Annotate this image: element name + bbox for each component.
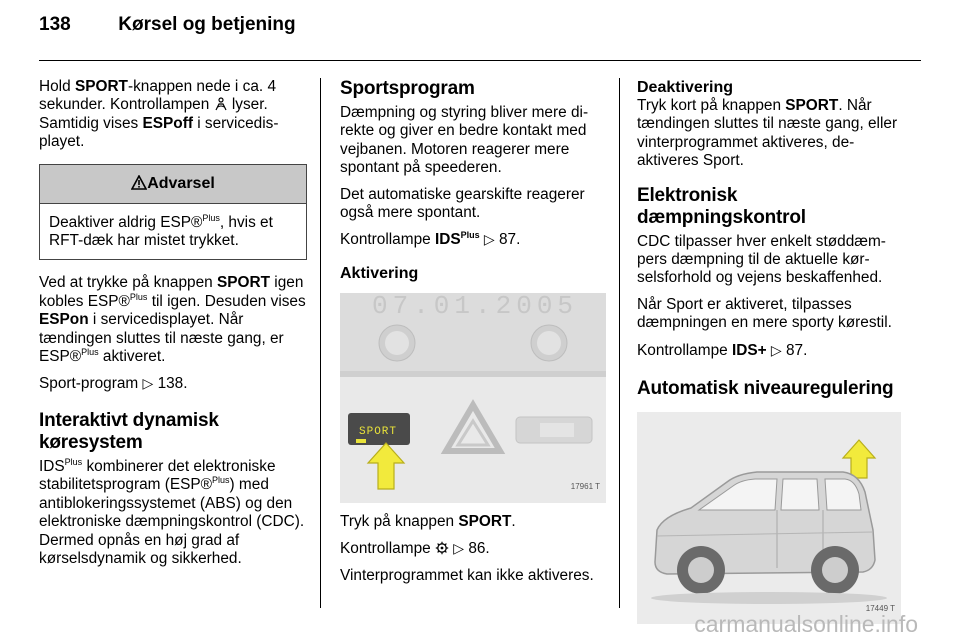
sport-program-reference (39, 374, 307, 393)
warning-header (40, 165, 306, 204)
header-rule (39, 60, 921, 61)
text: Ved at trykke på knappen (39, 274, 217, 292)
watermark: carmanualsonline.info (694, 611, 918, 637)
column-divider-2 (619, 78, 620, 608)
cdc-paragraph-2: Når Sport er aktiveret, tilpasses dæmpningen en mere sporty kørestil. (637, 295, 892, 332)
section-heading-ids: Interaktivt dynamisk køresystem (39, 409, 219, 453)
cdc-paragraph-1: CDC tilpasser hver enkelt støddæmpers dæmpning til de aktuelle kørselsforhold og vejens beskaffenhed. (637, 232, 886, 287)
sport-paragraph-2: Det automatiske gearskifte reagerer også mere spontant. (340, 185, 585, 222)
sport-label: SPORT (216, 274, 271, 292)
control-lamp-reference (340, 539, 606, 558)
text: . (511, 512, 516, 530)
text: lyser. Samtidig vises (39, 96, 268, 132)
text: . Når tændingen sluttes til næste gang, eller vinterprogrammet aktiveres, deaktiveres Sport. (637, 97, 898, 170)
text: kombinerer det elektroniske stabilitetsprogram (ESP® (39, 457, 276, 494)
car-level-figure (637, 412, 901, 624)
figure-id: 17449 T (865, 603, 895, 613)
superscript: Plus (202, 212, 220, 223)
superscript: Plus (129, 291, 148, 302)
page-ref-arrow-icon: ▷ (142, 375, 154, 392)
page-ref-arrow-icon: ▷ (453, 540, 465, 557)
text: Kontrollampe (340, 540, 435, 558)
press-sport-instruction (340, 513, 606, 531)
sport-button-label: SPORT (359, 425, 398, 438)
text: Kontrollampe (340, 231, 435, 249)
page-ref[interactable]: 138. (157, 375, 188, 393)
page-ref[interactable]: 86. (468, 540, 490, 558)
espon-label: ESPon (39, 311, 89, 329)
text: aktiveret. (98, 348, 166, 366)
column-2 (340, 78, 606, 593)
section-heading-cdc: Elektronisk dæmpningskontrol (637, 184, 806, 228)
subheading-deactivation: Deaktivering (637, 79, 734, 96)
esp-reactivate-paragraph (39, 274, 307, 366)
sport-button-figure (340, 293, 606, 503)
superscript: Plus (212, 475, 230, 486)
column-1 (39, 78, 307, 576)
intro-paragraph (39, 78, 307, 152)
sport-paragraph-1: Dæmpning og styring bliver mere direkte og giver en bedre kontakt med vejbanen. Motoren reagerer mere spontant på speederen. (340, 104, 589, 177)
text: i servicedisplayet. (39, 114, 279, 151)
page-ref-arrow-icon: ▷ (483, 231, 495, 248)
ids-paragraph (39, 458, 307, 568)
text: , hvis et RFT-dæk har mistet trykket. (49, 213, 273, 250)
subheading-activation: Aktivering (340, 264, 419, 282)
sport-label: SPORT (785, 97, 839, 114)
car-illustration (637, 412, 901, 624)
ids-lamp-reference (340, 230, 606, 249)
warning-box (39, 164, 307, 261)
warning-triangle-icon (131, 175, 147, 190)
dashboard-illustration (340, 293, 606, 503)
ids-plus-lamp-reference (637, 341, 901, 360)
winter-program-note: Vinterprogrammet kan ikke aktiveres. (340, 566, 594, 584)
superscript: Plus (64, 456, 83, 467)
sport-label: SPORT (74, 78, 128, 95)
text: ) med antiblokeringssystemet (ABS) og den elektroniske dæmpningskontrol (CDC). Dermed opnås en høj grad af kørselsdynamik og sikkerhed. (39, 476, 305, 567)
deactivation-paragraph (637, 97, 901, 171)
warning-title: Advarsel (147, 174, 215, 192)
gear-lamp-icon (435, 541, 449, 555)
text: igen kobles ESP® (39, 274, 304, 310)
column-3 (637, 78, 901, 624)
superscript: Plus (460, 230, 480, 241)
esp-lamp-icon (214, 97, 228, 111)
ids-label: IDS (434, 231, 461, 249)
figure-id: 17961 T (570, 482, 600, 492)
espoff-label: ESPoff (142, 114, 193, 132)
display-readout: 07.01.2005 (372, 292, 579, 321)
page-number: 138 (39, 14, 71, 35)
text: IDS (39, 457, 65, 475)
text: Tryk på knappen (340, 512, 459, 530)
page-ref[interactable]: 87. (785, 341, 808, 359)
text: Sport-program (39, 375, 143, 393)
text: Tryk kort på knappen (637, 97, 786, 114)
text: Hold (39, 78, 75, 95)
page-ref-arrow-icon: ▷ (770, 341, 782, 358)
text: Deaktiver aldrig ESP® (49, 213, 203, 231)
page-title: Kørsel og betjening (118, 14, 296, 35)
ids-plus-label: IDS+ (731, 341, 767, 359)
text: til igen. Desuden vises (147, 292, 306, 310)
superscript: Plus (81, 346, 99, 357)
page-header (39, 14, 296, 36)
text: Kontrollampe (637, 341, 732, 359)
section-heading-sport: Sportsprogram (340, 78, 475, 99)
warning-body (40, 204, 306, 260)
text: -knappen nede i ca. 4 sekunder. Kontrollampen (39, 78, 276, 114)
text: i servicedisplayet. Når tændingen sluttes til næste gang, er ESP® (39, 311, 284, 366)
section-heading-level-control: Automatisk niveauregulering (637, 378, 894, 400)
sport-label: SPORT (458, 512, 512, 530)
column-divider-1 (320, 78, 321, 608)
page-ref[interactable]: 87. (498, 231, 521, 249)
